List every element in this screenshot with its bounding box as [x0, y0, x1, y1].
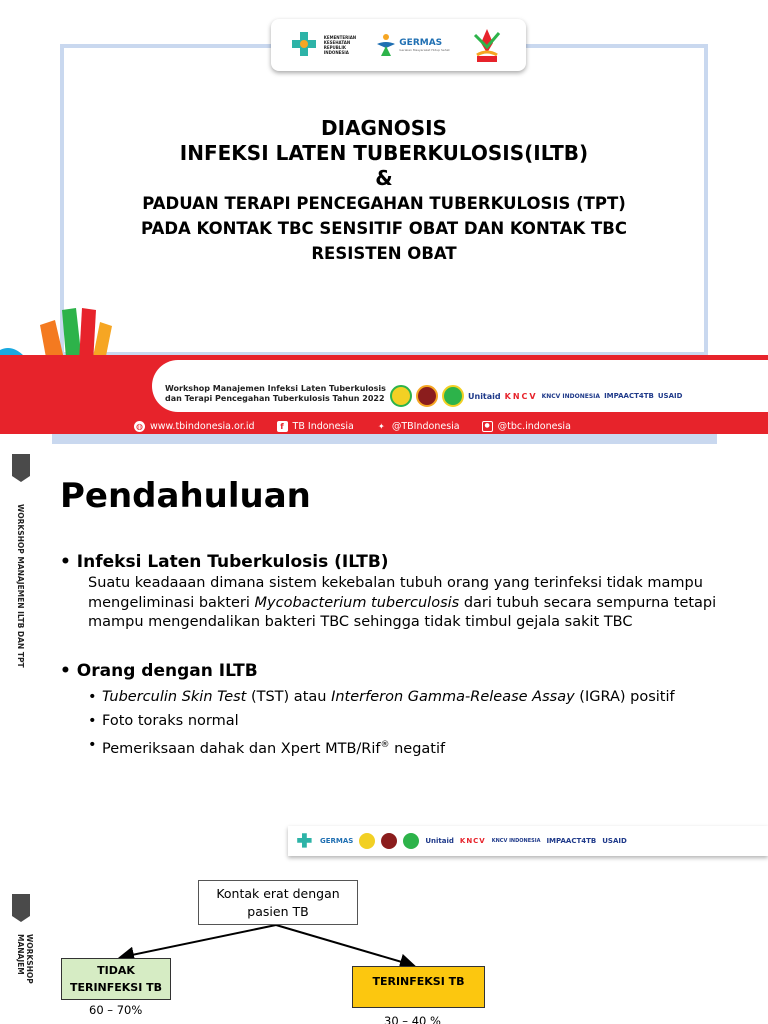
slide-content — [60, 550, 750, 760]
registered-mark: ® — [380, 739, 390, 750]
side-label: WORKSHOP MANAJEMEN ILTB DAN TPT — [16, 504, 25, 668]
kemenkes-text: KEMENTERIAN KESEHATAN REPUBLIK INDONESIA — [323, 35, 357, 55]
box-kontak-erat: Kontak erat dengan pasien TB — [198, 880, 358, 925]
title-line-1: DIAGNOSIS — [321, 116, 447, 140]
criteria-list — [88, 685, 750, 761]
social-twitter-text: @TBIndonesia — [391, 420, 460, 432]
strip-usaid: USAID — [602, 837, 627, 845]
social-facebook-text: TB Indonesia — [292, 420, 354, 432]
kemenkes-icon — [290, 30, 320, 60]
title-line-2: INFEKSI LATEN TUBERKULOSIS(ILTB) — [179, 141, 589, 165]
pct-tidak-terinfeksi: 60 – 70% — [89, 1003, 143, 1017]
social-links — [120, 418, 768, 434]
slide-title — [64, 116, 704, 266]
list-item: • Foto toraks normal — [88, 709, 750, 733]
kemenkes-logo — [290, 30, 358, 60]
iltb-definition — [88, 574, 750, 633]
list-item — [88, 733, 750, 761]
partner-impaact4tb: IMPAACT4TB — [604, 392, 654, 400]
facebook-icon: f — [277, 421, 288, 432]
sub1-end: (IGRA) positif — [574, 688, 675, 705]
strip-kncv: KNCV — [459, 837, 486, 845]
pendahuluan-slide — [0, 444, 768, 814]
partner-emblem-2-icon — [416, 385, 438, 407]
workshop-line-1: Workshop Manajemen Infeksi Laten Tuberkulosis — [165, 384, 386, 393]
partner-kncv: KNCV — [504, 391, 538, 401]
side-label: WORKSHOP MANAJEM — [16, 934, 34, 984]
social-instagram[interactable] — [482, 421, 571, 432]
sub3-text-2: negatif — [389, 740, 446, 757]
germas-figure-icon — [375, 32, 397, 58]
strip-germas: GERMAS — [320, 837, 354, 845]
bullet-iltb: • Infeksi Laten Tuberkulosis (ILTB) — [60, 552, 389, 572]
title-line-6: RESISTEN OBAT — [311, 244, 457, 263]
partner-logos — [390, 385, 682, 407]
arrow-to-terinfeksi — [276, 925, 412, 965]
strip-impaact4tb: IMPAACT4TB — [546, 837, 597, 845]
social-facebook[interactable] — [277, 421, 354, 432]
partner-unitaid: Unitaid — [468, 391, 501, 401]
definition-text-2: dari tubuh secara sempurna tetapi mampu mengendalikan bakteri TBC sehingga tidak timbul gejala sakit TBC — [88, 594, 717, 630]
header-logo-box — [271, 19, 526, 71]
partner-usaid: USAID — [657, 392, 683, 400]
social-instagram-text: @tbc.indonesia — [497, 420, 571, 432]
pct-terinfeksi: 30 – 40 % — [384, 1014, 441, 1024]
box-terinfeksi: TERINFEKSI TB — [352, 966, 485, 1008]
social-twitter[interactable] — [376, 421, 460, 432]
igra-text: Interferon Gamma-Release Assay — [331, 688, 575, 705]
strip-kncv-indonesia: KNCV INDONESIA — [491, 838, 541, 844]
sub1-mid: (TST) atau — [246, 688, 332, 705]
bullet-orang-iltb-text: Orang dengan ILTB — [76, 660, 258, 681]
toss-tb-logo-icon — [467, 25, 507, 65]
twitter-icon: ✦ — [377, 421, 385, 431]
bullet-iltb-text: Infeksi Laten Tuberkulosis (ILTB) — [76, 552, 389, 572]
instagram-icon: ● — [482, 421, 493, 432]
germas-text: GERMAS — [399, 38, 443, 48]
partner-emblem-3-icon — [442, 385, 464, 407]
sub3-text-1: Pemeriksaan dahak dan Xpert MTB/Rif — [102, 740, 381, 757]
partner-kncv-indonesia: KNCV INDONESIA — [541, 392, 601, 400]
social-web[interactable] — [134, 421, 255, 432]
bullet-orang-iltb: • Orang dengan ILTB — [60, 660, 258, 681]
tst-text: Tuberculin Skin Test — [102, 688, 247, 705]
page-title: Pendahuluan — [60, 476, 311, 516]
title-line-3: & — [375, 166, 393, 190]
workshop-line-2: dan Terapi Pencegahan Tuberkulosis Tahun 2022 — [165, 394, 385, 403]
definition-italic: Mycobacterium tuberculosis — [254, 594, 460, 611]
germas-subtext: Gerakan Masyarakat Hidup Sehat — [399, 48, 450, 52]
side-tab-icon — [12, 454, 30, 482]
workshop-text — [165, 384, 386, 404]
flowchart-slide — [0, 814, 768, 1024]
germas-logo — [375, 32, 449, 58]
title-slide — [0, 0, 768, 434]
box-tidak-terinfeksi: TIDAK TERINFEKSI TB — [61, 958, 171, 1000]
definition-text-1: Suatu keadaaan dimana sistem kekebalan tubuh orang yang terinfeksi tidak mampu mengeliminasi bakteri — [88, 575, 703, 611]
globe-icon: ◍ — [134, 421, 145, 432]
title-line-4: PADUAN TERAPI PENCEGAHAN TUBERKULOSIS (TPT) — [142, 194, 626, 213]
partner-emblem-1-icon — [390, 385, 412, 407]
strip-unitaid: Unitaid — [425, 837, 454, 845]
social-web-text: www.tbindonesia.or.id — [150, 420, 255, 432]
arrow-to-tidak — [122, 925, 276, 957]
slide-divider-bar — [52, 434, 717, 444]
list-item — [88, 685, 750, 709]
title-line-5: PADA KONTAK TBC SENSITIF OBAT DAN KONTAK TBC — [140, 219, 627, 238]
